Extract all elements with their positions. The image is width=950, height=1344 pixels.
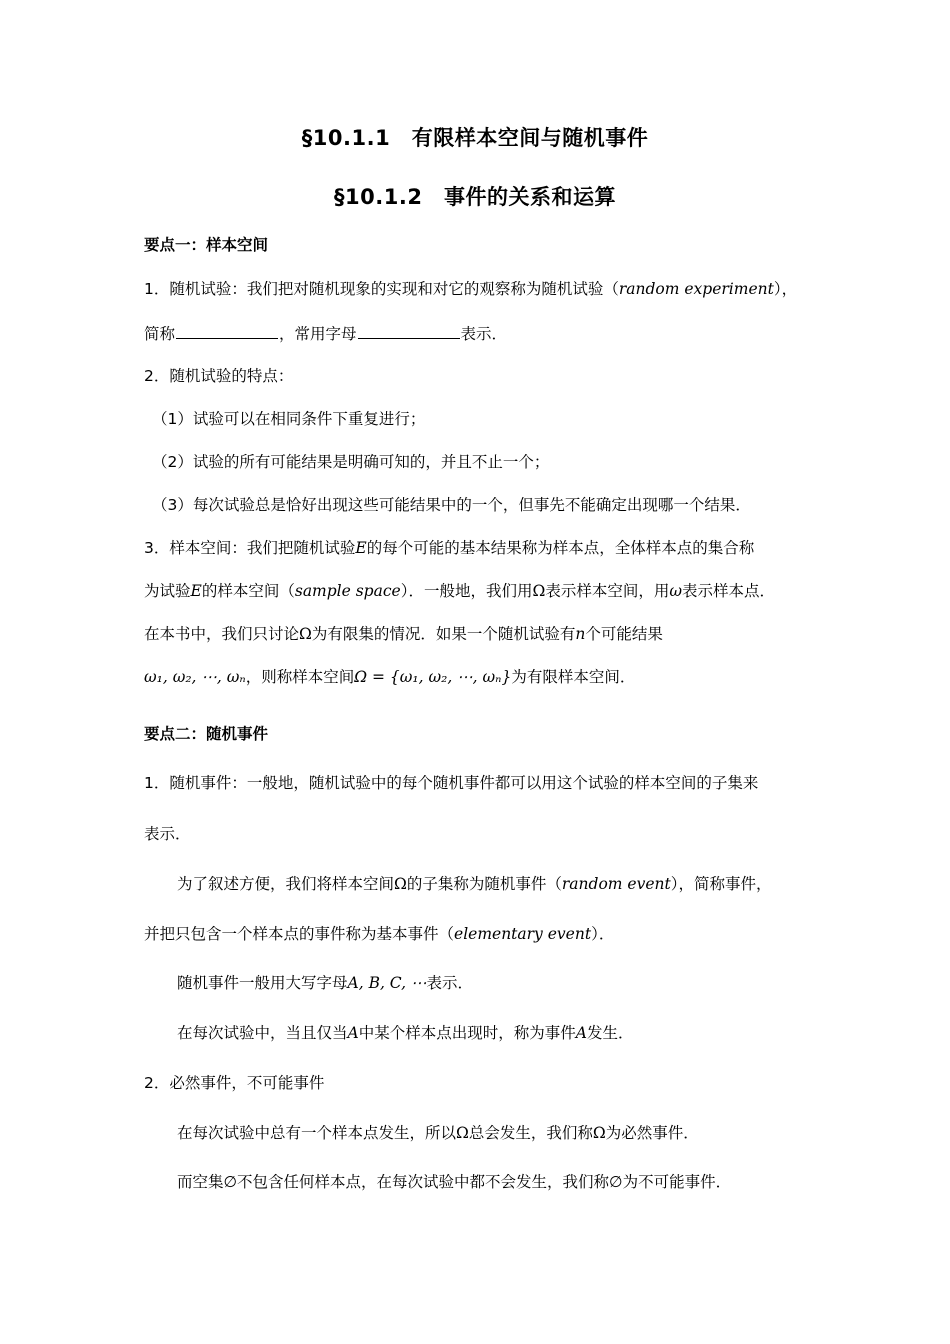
text: ，则称样本空间 [245, 668, 355, 686]
paragraph-sample-space-2 [144, 581, 775, 601]
text: 的子集称为随机事件（ [406, 875, 562, 893]
feature-item-1: （1）试验可以在相同条件下重复进行； [152, 410, 426, 428]
paragraph-fill-blanks [144, 322, 507, 344]
text: 的样本空间（ [201, 582, 295, 600]
math-omega: Ω [532, 582, 546, 600]
text: 不包含任何样本点，在每次试验中都不会发生，我们称 [237, 1173, 610, 1191]
answer-blank-2[interactable] [358, 322, 460, 339]
text: 随机事件一般用大写字母 [177, 974, 348, 992]
paragraph-event-occurs [177, 1023, 633, 1043]
math-empty-set: ∅ [609, 1173, 623, 1191]
text: 中某个样本点出现时，称为事件 [358, 1024, 576, 1042]
text: ，常用字母 [279, 325, 357, 343]
section-heading-sample-space: 要点一：样本空间 [144, 236, 269, 254]
paragraph-random-event-1: 1．随机事件：一般地，随机试验中的每个随机事件都可以用这个试验的样本空间的子集来 [144, 774, 759, 792]
math-omega: Ω [456, 1124, 469, 1142]
math-A: A [575, 1024, 587, 1042]
text: ），简称事件， [670, 875, 772, 893]
text: 并把只包含一个样本点的事件称为基本事件（ [144, 925, 455, 943]
text: ）， [773, 280, 798, 298]
math-E: E [190, 582, 202, 600]
paragraph-random-event-1-cont: 表示． [144, 825, 191, 843]
math-A: A [347, 1024, 359, 1042]
text: 为有限样本空间． [511, 668, 636, 686]
text: 表示． [426, 974, 473, 992]
paragraph-random-experiment [144, 279, 797, 299]
text: 为了叙述方便，我们将样本空间 [177, 875, 395, 893]
math-small-omega: ω [669, 582, 682, 600]
paragraph-impossible-event [177, 1172, 731, 1192]
math-omega: Ω [592, 1124, 606, 1142]
paragraph-certain-event [177, 1123, 699, 1143]
text: ）．一般地，我们用 [400, 582, 533, 600]
text: 为不可能事件． [622, 1173, 732, 1191]
term-elementary-event: elementary event [454, 925, 592, 943]
paragraph-features: 2．随机试验的特点： [144, 367, 294, 385]
text: 而空集 [177, 1173, 224, 1191]
math-event-letters: A, B, C, ⋯ [347, 974, 427, 992]
math-finite-sample-space: Ω = {ω₁, ω₂, ⋯, ωₙ} [354, 668, 512, 686]
text: 1．随机试验：我们把对随机现象的实现和对它的观察称为随机试验（ [144, 280, 619, 298]
text: 简称 [144, 325, 176, 343]
math-omega: Ω [394, 875, 407, 893]
feature-item-3: （3）每次试验总是恰好出现这些可能结果中的一个，但事先不能确定出现哪一个结果． [152, 496, 751, 514]
paragraph-sample-space-4 [144, 667, 635, 687]
text: 3．样本空间：我们把随机试验 [144, 539, 356, 557]
paragraph-elementary-event [144, 924, 614, 944]
section-heading-random-event: 要点二：随机事件 [144, 725, 269, 743]
text: 为试验 [144, 582, 191, 600]
text: 发生． [586, 1024, 634, 1042]
text: 总会发生，我们称 [468, 1124, 593, 1142]
math-empty-set: ∅ [223, 1173, 238, 1191]
text: 的每个可能的基本结果称为样本点，全体样本点的集合称 [366, 539, 755, 557]
term-random-experiment: random experiment [618, 280, 774, 298]
paragraph-sample-space-1 [144, 538, 754, 558]
math-E: E [355, 539, 367, 557]
text: 在每次试验中，当且仅当 [177, 1024, 348, 1042]
text: 为有限集的情况．如果一个随机试验有 [311, 625, 576, 643]
math-omega-sequence: ω₁, ω₂, ⋯, ωₙ [144, 668, 246, 686]
feature-item-2: （2）试验的所有可能结果是明确可知的，并且不止一个； [152, 453, 550, 471]
term-sample-space: sample space [294, 582, 401, 600]
term-random-event: random event [561, 875, 671, 893]
paragraph-random-event-2 [177, 874, 771, 894]
text: 在每次试验中总有一个样本点发生，所以 [177, 1124, 457, 1142]
title-10-1-1: §10.1.1 有限样本空间与随机事件 [301, 126, 649, 150]
text: 表示样本点． [681, 582, 775, 600]
text: 在本书中，我们只讨论 [144, 625, 300, 643]
text: ）． [591, 925, 615, 943]
text: 为必然事件． [605, 1124, 699, 1142]
answer-blank-1[interactable] [176, 322, 278, 339]
text: 表示样本空间，用 [545, 582, 670, 600]
text: 表示． [460, 325, 508, 343]
math-n: n [575, 625, 586, 643]
paragraph-certain-impossible: 2．必然事件，不可能事件 [144, 1074, 325, 1092]
text: 个可能结果 [585, 625, 663, 643]
paragraph-event-notation [177, 973, 473, 993]
math-omega: Ω [299, 625, 312, 643]
title-10-1-2: §10.1.2 事件的关系和运算 [334, 185, 616, 209]
paragraph-sample-space-3 [144, 624, 663, 644]
